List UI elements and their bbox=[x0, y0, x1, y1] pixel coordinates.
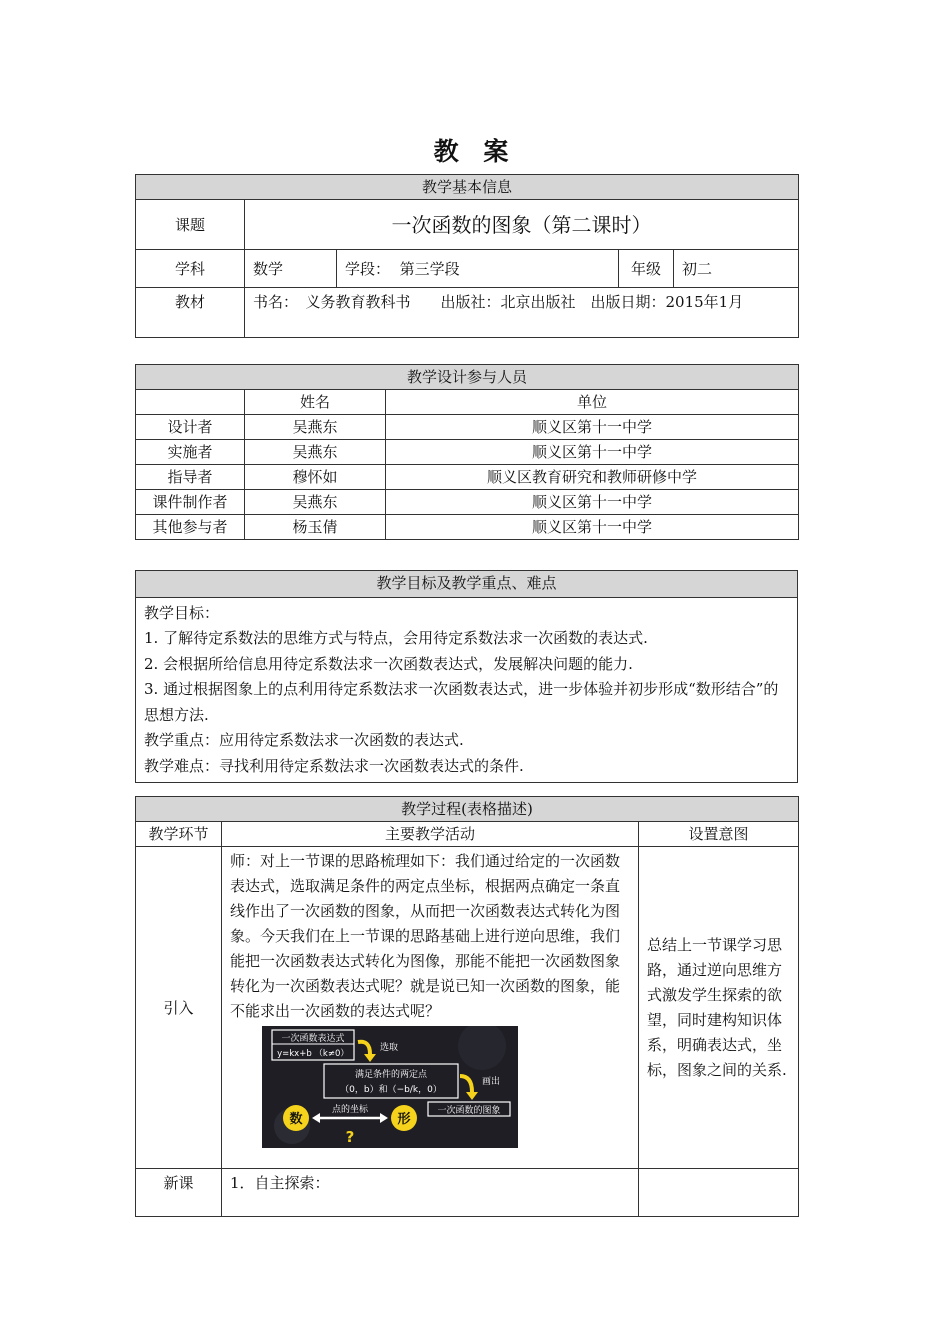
table-row bbox=[136, 440, 799, 465]
new-lesson-activity: 1．自主探索： bbox=[222, 1169, 639, 1217]
topic-value: 一次函数的图象（第二课时） bbox=[245, 200, 799, 250]
col-stage: 教学环节 bbox=[136, 822, 222, 847]
participants-table bbox=[135, 364, 799, 540]
name-cell: 杨玉倩 bbox=[245, 515, 386, 540]
role-cell: 设计者 bbox=[136, 415, 245, 440]
stage-label: 学段： bbox=[345, 259, 391, 278]
draw-label: 画出 bbox=[482, 1077, 501, 1087]
question-mark: ? bbox=[345, 1128, 355, 1146]
table-row bbox=[136, 490, 799, 515]
role-cell: 课件制作者 bbox=[136, 490, 245, 515]
shu-label: 数 bbox=[289, 1112, 303, 1127]
objectives-header: 教学目标及教学重点、难点 bbox=[136, 571, 798, 598]
box2-title: 满足条件的两定点 bbox=[354, 1070, 428, 1080]
grade-label: 年级 bbox=[619, 250, 674, 288]
role-cell: 指导者 bbox=[136, 465, 245, 490]
box2-points: （0，b）和（−b/k，0） bbox=[340, 1085, 442, 1095]
empty-cell bbox=[136, 390, 245, 415]
box1-formula: y=kx+b （k≠0） bbox=[277, 1049, 349, 1059]
name-cell: 吴燕东 bbox=[245, 415, 386, 440]
stage-value: 第三学段 bbox=[399, 259, 460, 278]
intro-activity: 师：对上一节课的思路梳理如下：我们通过给定的一次函数表达式，选取满足条件的两定点坐标，根据两点确定一条直线作出了一次函数的图象，从而把一次函数表达式转化为图象。今天我们在上一节课的思路基础上进行逆向思维，我们能把一次函数表达式转化为图像，那能不能把一次函数图象转化为一次函数表达式呢？就是说已知一次函数的图象，能不能求出一次函数的表达式呢？ bbox=[230, 852, 621, 1020]
objective-line: 1. 了解待定系数法的思维方式与特点，会用待定系数法求一次函数的表达式. bbox=[144, 629, 648, 647]
role-cell: 其他参与者 bbox=[136, 515, 245, 540]
process-header: 教学过程(表格描述) bbox=[136, 797, 799, 822]
coord-label: 点的坐标 bbox=[331, 1105, 369, 1115]
name-cell: 穆怀如 bbox=[245, 465, 386, 490]
new-lesson-stage: 新课 bbox=[136, 1169, 222, 1217]
basic-info-header: 教学基本信息 bbox=[136, 175, 799, 200]
unit-cell: 顺义区第十一中学 bbox=[386, 515, 799, 540]
box1-title: 一次函数表达式 bbox=[281, 1034, 345, 1044]
objectives-table bbox=[135, 570, 798, 783]
unit-cell: 顺义区教育研究和教师研修中学 bbox=[386, 465, 799, 490]
unit-cell: 顺义区第十一中学 bbox=[386, 415, 799, 440]
intro-stage: 引入 bbox=[136, 847, 222, 1169]
grade-value: 初二 bbox=[674, 250, 799, 288]
objectives-body bbox=[136, 597, 798, 783]
stage-cell bbox=[337, 250, 619, 288]
table-row bbox=[136, 515, 799, 540]
subject-value: 数学 bbox=[245, 250, 337, 288]
function-diagram bbox=[262, 1026, 518, 1148]
col-intent: 设置意图 bbox=[639, 822, 799, 847]
xing-label: 形 bbox=[397, 1112, 411, 1127]
objective-line: 教学难点：寻找利用待定系数法求一次函数表达式的条件. bbox=[144, 756, 524, 775]
objective-line: 2. 会根据所给信息用待定系数法求一次函数表达式，发展解决问题的能力. bbox=[144, 654, 633, 673]
textbook-value: 书名： 义务教育教科书 出版社：北京出版社 出版日期：2015年1月 bbox=[245, 288, 799, 338]
objective-line: 教学目标： bbox=[144, 603, 220, 622]
intro-activity-cell bbox=[222, 847, 639, 1169]
textbook-label: 教材 bbox=[136, 288, 245, 338]
unit-cell: 顺义区第十一中学 bbox=[386, 490, 799, 515]
col-activity: 主要教学活动 bbox=[222, 822, 639, 847]
subject-label: 学科 bbox=[136, 250, 245, 288]
role-cell: 实施者 bbox=[136, 440, 245, 465]
table-row bbox=[136, 415, 799, 440]
name-cell: 吴燕东 bbox=[245, 490, 386, 515]
topic-label: 课题 bbox=[136, 200, 245, 250]
objective-line: 3. 通过根据图象上的点利用待定系数法求一次函数表达式，进一步体验并初步形成“数形结合”的思想方法. bbox=[144, 680, 779, 724]
unit-cell: 顺义区第十一中学 bbox=[386, 440, 799, 465]
basic-info-table bbox=[135, 174, 799, 338]
objective-line: 教学重点：应用待定系数法求一次函数的表达式. bbox=[144, 731, 464, 749]
document-title: 教 案 bbox=[433, 137, 517, 166]
name-cell: 吴燕东 bbox=[245, 440, 386, 465]
new-lesson-intent bbox=[639, 1169, 799, 1217]
process-table bbox=[135, 796, 799, 1217]
table-row bbox=[136, 465, 799, 490]
intro-intent: 总结上一节课学习思路，通过逆向思维方式激发学生探索的欲望，同时建构知识体系，明确表达式，坐标，图象之间的关系. bbox=[639, 847, 799, 1169]
col-unit: 单位 bbox=[386, 390, 799, 415]
box3-label: 一次函数的图象 bbox=[437, 1106, 501, 1116]
participants-header: 教学设计参与人员 bbox=[136, 365, 799, 390]
col-name: 姓名 bbox=[245, 390, 386, 415]
select-label: 选取 bbox=[380, 1043, 399, 1053]
